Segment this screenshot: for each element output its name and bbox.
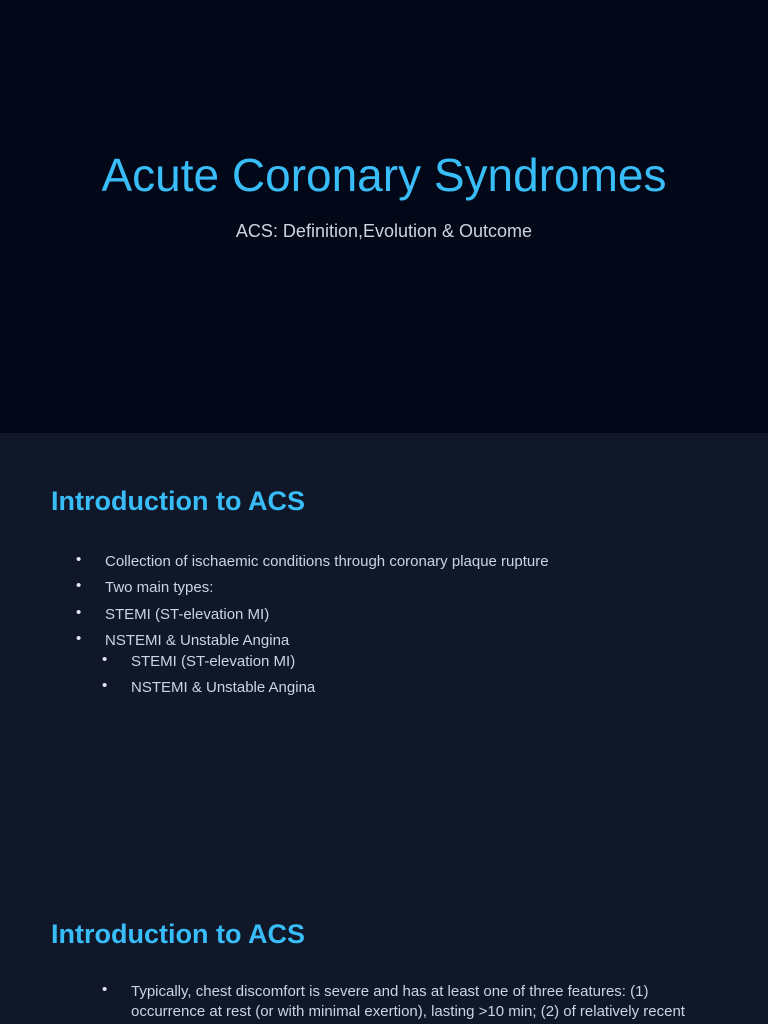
list-item: • Collection of ischaemic conditions through coronary plaque rupture — [105, 552, 725, 578]
presentation-subtitle: ACS: Definition,Evolution & Outcome — [235, 221, 533, 241]
content-area — [0, 433, 768, 1024]
bullet-list-1 — [105, 552, 725, 657]
list-item: • STEMI (ST-elevation MI) — [105, 605, 725, 631]
title-slide — [0, 0, 768, 433]
list-item: • Two main types: — [105, 578, 725, 604]
sub-bullet-list-1 — [131, 652, 731, 703]
bullet-list-2 — [131, 982, 711, 1022]
section-heading-1: Introduction to ACS — [51, 486, 305, 516]
list-item: • NSTEMI & Unstable Angina — [105, 631, 725, 657]
list-item: • STEMI (ST-elevation MI) — [131, 652, 731, 678]
section-heading-2: Introduction to ACS — [51, 919, 305, 949]
list-item: • NSTEMI & Unstable Angina — [131, 678, 731, 704]
list-item: • Typically, chest discomfort is severe and has at least one of three features: (1) occurrence at rest (or with minimal exertion), lasting >10 min; (2) of relatively recent — [131, 982, 711, 1022]
presentation-title: Acute Coronary Syndromes — [101, 149, 667, 201]
